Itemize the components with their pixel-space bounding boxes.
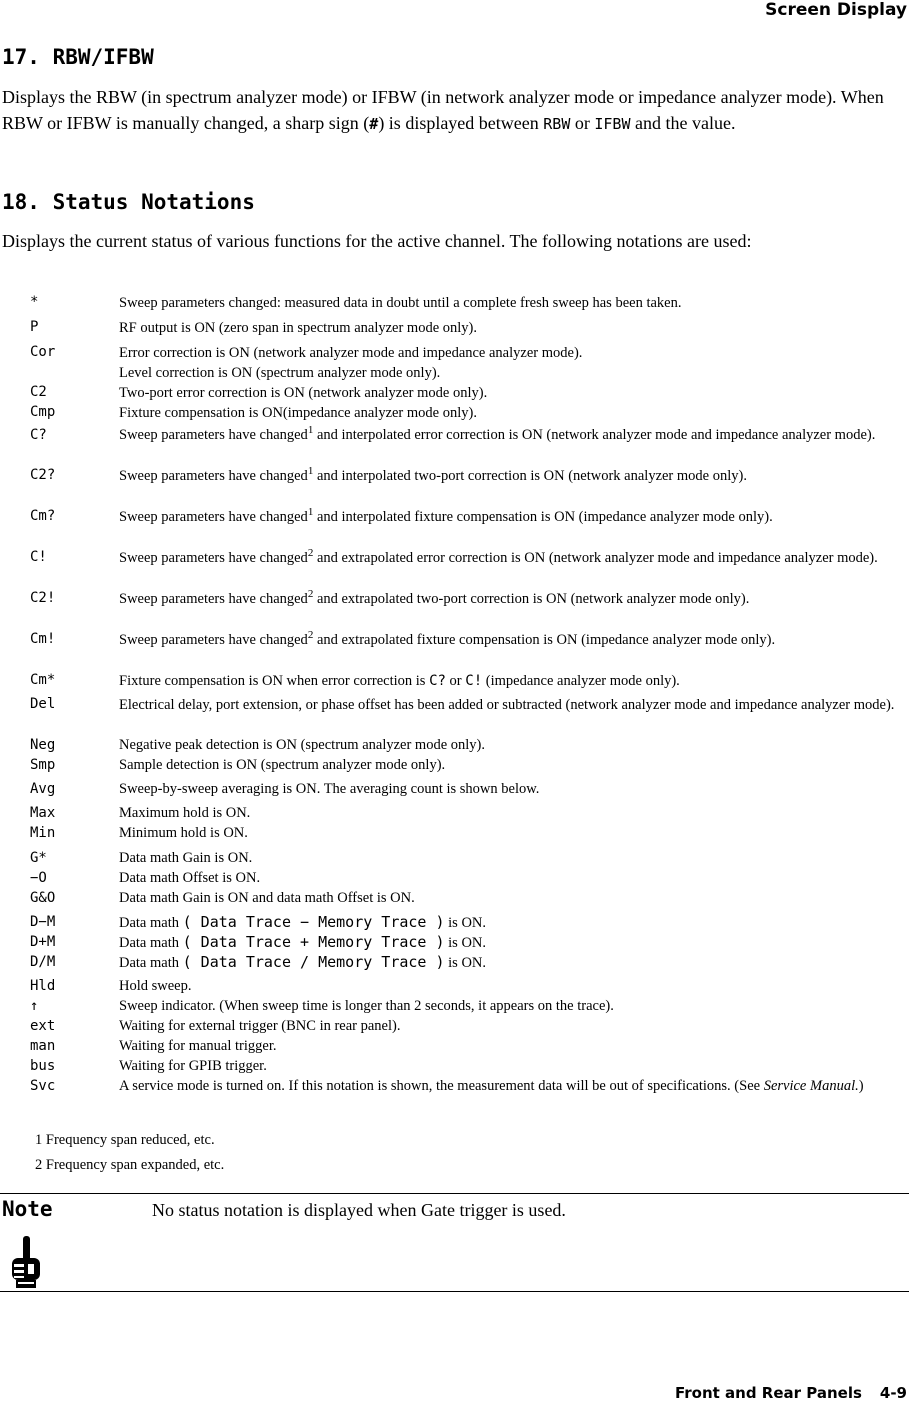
notation-code: C2? [30,467,56,483]
notation-description: Data math ( Data Trace + Memory Trace ) is ON. [119,933,487,951]
notation-code: man [30,1038,56,1054]
notation-description: Sample detection is ON (spectrum analyzer mode only). [119,757,446,773]
note-top-rule [0,1193,909,1194]
notation-code: Cm! [30,631,56,647]
notation-description: Data math Gain is ON and data math Offset is ON. [119,890,415,906]
notation-description: Fixture compensation is ON(impedance analyzer mode only). [119,405,477,421]
notation-description: Data math ( Data Trace / Memory Trace ) is ON. [119,953,487,971]
notation-code: Cmp [30,404,56,420]
notation-description: Waiting for GPIB trigger. [119,1058,267,1074]
notation-code: C2 [30,384,47,400]
notation-code: Del [30,696,56,712]
notation-description: Waiting for manual trigger. [119,1038,277,1054]
notation-code: Cor [30,344,56,360]
notation-code: Hld [30,978,56,994]
notation-code: Avg [30,781,56,797]
notation-description: Fixture compensation is ON when error correction is C? or C! (impedance analyzer mode only). [119,673,680,689]
notation-code: bus [30,1058,56,1074]
notation-description: Minimum hold is ON. [119,825,248,841]
notation-description: Sweep parameters have changed$^1$ and interpolated error correction is ON (network analyzer mode and impedance analyzer mode). [119,424,876,443]
notation-description: Data math Gain is ON. [119,850,253,866]
notation-description: Data math ( Data Trace − Memory Trace ) is ON. [119,913,487,931]
notation-description: Data math Offset is ON. [119,870,261,886]
notation-description: Two-port error correction is ON (network analyzer mode only). [119,385,488,401]
notation-code: Neg [30,737,56,753]
page-number: 4-9 [879,1384,907,1402]
notation-description: Sweep parameters have changed$^1$ and interpolated two-port correction is ON (network analyzer mode only). [119,465,747,484]
pointing-hand-icon [8,1234,44,1295]
notation-code: Cm* [30,672,56,688]
page-footer [675,1384,907,1402]
running-head: Screen Display [765,0,907,20]
notation-description: Electrical delay, port extension, or phase offset has been added or subtracted (network analyzer mode and impedance analyzer mode). [119,697,895,713]
notation-description: Sweep parameters have changed$^2$ and extrapolated two-port correction is ON (network analyzer mode only). [119,588,750,607]
sweep-indicator-icon: ↑ [30,998,39,1014]
notation-description: Negative peak detection is ON (spectrum analyzer mode only). [119,737,485,753]
notation-code: P [30,319,39,335]
ifbw-label: IFBW [594,115,631,133]
section-17-paragraph: Displays the RBW (in spectrum analyzer mode) or IFBW (in network analyzer mode or impedance analyzer mode). When RBW or IFBW is manually changed, a sharp sign (#) is displayed between RBW or IFBW and the value. [2,87,884,133]
notation-description: Sweep-by-sweep averaging is ON. The averaging count is shown below. [119,781,540,797]
notation-code: −O [30,870,47,886]
section-17-title: 17. RBW/IFBW [2,45,154,69]
rbw-label: RBW [543,115,571,133]
service-manual-reference: Service Manual. [763,1078,859,1094]
note-bottom-rule [0,1291,909,1292]
notation-code: Max [30,805,56,821]
note-label: Note [2,1197,53,1221]
footnote-1: 1 Frequency span reduced, etc. [35,1132,215,1148]
notation-code: D+M [30,934,56,950]
footer-section: Front and Rear Panels [674,1384,862,1402]
notation-description: Hold sweep. [119,978,192,994]
notation-description: Sweep parameters have changed$^2$ and extrapolated error correction is ON (network analyzer mode and impedance analyzer mode). [119,547,878,566]
notation-description: Waiting for external trigger (BNC in rear panel). [119,1018,401,1034]
notation-description: Sweep parameters have changed$^1$ and interpolated fixture compensation is ON (impedance analyzer mode only). [119,506,773,525]
footnote-2: 2 Frequency span expanded, etc. [35,1157,225,1173]
notation-code: D−M [30,914,56,930]
notation-description: Error correction is ON (network analyzer mode and impedance analyzer mode). Level correction is ON (spectrum analyzer mode only). [119,345,583,381]
note-text: No status notation is displayed when Gate trigger is used. [152,1200,566,1220]
section-18-title: 18. Status Notations [2,190,255,214]
notation-code: Smp [30,757,56,773]
notation-code: Cm? [30,508,56,524]
notation-code: ext [30,1018,56,1034]
notation-code: G&O [30,890,56,906]
notation-code: Min [30,825,56,841]
notation-code: D/M [30,954,56,970]
notation-code: C! [30,549,47,565]
notation-code: C? [30,427,47,443]
sharp-sign: # [369,115,379,133]
notation-description: RF output is ON (zero span in spectrum analyzer mode only). [119,320,477,336]
notation-description: A service mode is turned on. If this notation is shown, the measurement data will be out of specifications. (See Service Manual.) [119,1078,864,1094]
notation-description: Maximum hold is ON. [119,805,251,821]
notation-description: Sweep parameters have changed$^2$ and extrapolated fixture compensation is ON (impedance analyzer mode only). [119,629,776,648]
notation-code: * [30,294,39,310]
notation-code: C2! [30,590,56,606]
section-18-intro: Displays the current status of various functions for the active channel. The following notations are used: [2,231,752,251]
notation-description: Sweep indicator. (When sweep time is longer than 2 seconds, it appears on the trace). [119,998,614,1014]
notation-code: G* [30,850,47,866]
notation-code: Svc [30,1078,56,1094]
notation-description: Sweep parameters changed: measured data in doubt until a complete fresh sweep has been taken. [119,295,682,311]
